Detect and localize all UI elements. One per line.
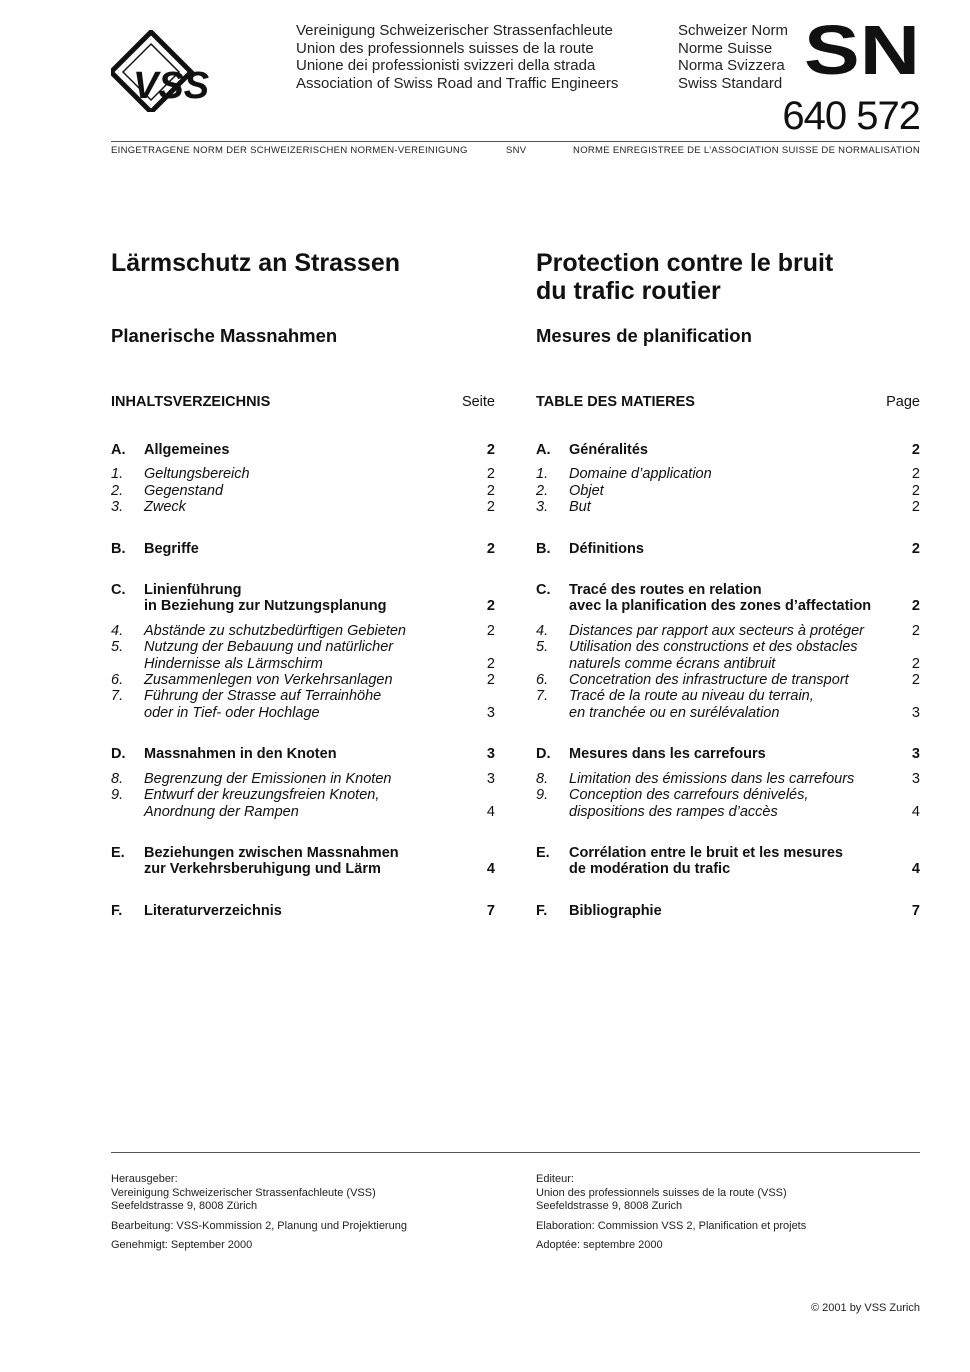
toc-number: B.	[111, 540, 126, 557]
toc-text-line: Führung der Strasse auf Terrainhöhe	[144, 688, 382, 705]
logo-text: VSS	[133, 65, 210, 107]
toc-section	[536, 845, 920, 878]
toc-text-line: Abstände zu schutzbedürftigen Gebieten	[144, 622, 406, 639]
toc-page: 2	[486, 672, 495, 689]
toc-text-line: Nutzung der Bebauung und natürlicher	[144, 639, 394, 656]
toc-item	[111, 466, 495, 482]
footer-publisher-label-fr: Editeur:	[536, 1173, 574, 1185]
toc-page: 2	[486, 598, 495, 615]
toc-text-line: But	[569, 499, 591, 516]
sn-mark	[804, 20, 922, 80]
footer-publisher-name-de: Vereinigung Schweizerischer Strassenfachleute (VSS)	[111, 1186, 376, 1199]
toc-section	[111, 442, 495, 458]
toc-text-line: Domaine d’application	[569, 466, 712, 483]
toc-item	[536, 688, 920, 721]
association-name-fr: Union des professionnels suisses de la route	[296, 39, 594, 57]
toc-page-label-fr: Page	[886, 394, 920, 410]
registration-fr: NORME ENREGISTREE DE L’ASSOCIATION SUISSE DE NORMALISATION	[573, 145, 920, 156]
footer-divider	[111, 1152, 920, 1153]
toc-section	[111, 845, 495, 878]
toc-page: 7	[486, 902, 495, 919]
title-de	[111, 249, 400, 277]
toc-text-line: naturels comme écrans antibruit	[569, 655, 776, 672]
toc-page: 4	[911, 803, 920, 820]
toc-item	[536, 672, 920, 688]
toc-text-line: Beziehungen zwischen Massnahmen	[144, 844, 399, 861]
norm-labels	[678, 22, 788, 92]
header-divider	[111, 141, 920, 142]
toc-text	[144, 623, 455, 639]
norm-label-de: Schweizer Norm	[678, 22, 789, 39]
norm-number: 640 572	[782, 94, 920, 138]
toc-page: 3	[911, 770, 920, 787]
toc-text	[569, 582, 880, 615]
toc-page: 2	[911, 466, 920, 483]
toc-item	[111, 787, 495, 820]
association-name-de: Vereinigung Schweizerischer Strassenfachleute	[296, 22, 613, 39]
toc-number: F.	[536, 902, 548, 919]
toc-text-line: Définitions	[569, 540, 644, 557]
toc-text-line: Mesures dans les carrefours	[569, 746, 766, 763]
footer-editing-fr: Elaboration: Commission VSS 2, Planification et projets	[536, 1219, 807, 1232]
title-fr	[536, 249, 833, 305]
toc-page: 2	[911, 499, 920, 516]
toc-text	[144, 845, 455, 878]
toc-page: 2	[911, 622, 920, 639]
toc-text-line: Tracé des routes en relation	[569, 582, 762, 599]
toc-title-fr: TABLE DES MATIERES	[536, 394, 695, 410]
toc-fr	[536, 394, 920, 919]
toc-number: 2.	[536, 482, 549, 499]
toc-item	[536, 499, 920, 515]
toc-text	[144, 639, 455, 672]
toc-text	[144, 466, 455, 482]
toc-de	[111, 394, 495, 919]
toc-section	[111, 582, 495, 615]
association-names	[296, 22, 618, 92]
toc-text	[569, 845, 880, 878]
toc-text-line: Distances par rapport aux secteurs à protéger	[569, 622, 864, 639]
toc-number: 5.	[111, 639, 124, 656]
toc-text-line: Geltungsbereich	[144, 466, 250, 483]
toc-page: 3	[486, 746, 495, 763]
vss-logo	[111, 30, 289, 112]
toc-text-line: Bibliographie	[569, 902, 662, 919]
toc-number: 9.	[111, 787, 124, 804]
toc-number: 8.	[536, 770, 549, 787]
toc-page: 4	[486, 803, 495, 820]
vss-logo-icon	[111, 30, 289, 112]
toc-text-line: Anordnung der Rampen	[144, 803, 299, 820]
toc-number: 7.	[536, 688, 549, 705]
toc-header-de	[111, 394, 495, 410]
toc-number: A.	[536, 442, 551, 458]
toc-item	[111, 672, 495, 688]
toc-text	[569, 639, 880, 672]
toc-number: 6.	[111, 672, 124, 689]
toc-text-line: avec la planification des zones d’affectation	[569, 598, 872, 615]
toc-text	[144, 672, 455, 688]
toc-text	[569, 442, 880, 458]
toc-text-line: Entwurf der kreuzungsfreien Knoten,	[144, 787, 380, 804]
norm-label-fr: Norme Suisse	[678, 39, 773, 57]
toc-text-line: in Beziehung zur Nutzungsplanung	[144, 598, 387, 615]
toc-text-line: oder in Tief- oder Hochlage	[144, 704, 320, 721]
page-title-fr-line2: du trafic routier	[536, 277, 721, 305]
toc-text-line: Concetration des infrastructure de transport	[569, 672, 849, 689]
toc-page: 3	[911, 746, 920, 763]
toc-text	[569, 688, 880, 721]
toc-item	[536, 787, 920, 820]
toc-text-line: de modération du trafic	[569, 861, 731, 878]
toc-text-line: Begrenzung der Emissionen in Knoten	[144, 770, 392, 787]
toc-number: 5.	[536, 639, 549, 656]
toc-text	[144, 903, 455, 919]
toc-page: 2	[486, 499, 495, 516]
toc-section	[111, 903, 495, 919]
toc-number: 6.	[536, 672, 549, 689]
toc-section	[111, 746, 495, 762]
toc-page: 2	[486, 466, 495, 483]
toc-page-label-de: Seite	[461, 394, 495, 410]
association-name-it: Unione dei professionisti svizzeri della strada	[296, 57, 596, 74]
footer-publisher-address-fr: Seefeldstrasse 9, 8008 Zurich	[536, 1200, 683, 1212]
toc-page: 4	[911, 861, 920, 878]
toc-page: 3	[486, 770, 495, 787]
toc-text-line: Begriffe	[144, 540, 199, 557]
toc-number: 3.	[536, 499, 549, 516]
footer-de	[111, 1173, 511, 1259]
toc-item	[536, 639, 920, 672]
toc-text	[569, 787, 880, 820]
toc-item	[111, 771, 495, 787]
toc-text	[144, 746, 455, 762]
footer-approved-fr: Adoptée: septembre 2000	[536, 1239, 663, 1251]
toc-page: 2	[911, 598, 920, 615]
toc-page: 2	[911, 655, 920, 672]
toc-text	[144, 499, 455, 515]
toc-section	[536, 746, 920, 762]
toc-item	[111, 483, 495, 499]
toc-number: 2.	[111, 482, 124, 499]
toc-item	[111, 639, 495, 672]
toc-text-line: Gegenstand	[144, 482, 224, 499]
toc-text-line: Corrélation entre le bruit et les mesures	[569, 844, 843, 861]
toc-page: 2	[486, 622, 495, 639]
toc-item	[111, 623, 495, 639]
toc-number: D.	[536, 746, 551, 763]
toc-number: 1.	[536, 466, 549, 483]
copyright: © 2001 by VSS Zurich	[811, 1302, 920, 1314]
page-title-de: Lärmschutz an Strassen	[111, 249, 400, 277]
toc-text	[569, 466, 880, 482]
toc-page: 2	[911, 442, 920, 458]
norm-label-en: Swiss Standard	[678, 74, 783, 92]
toc-text-line: Zweck	[144, 499, 186, 516]
toc-number: E.	[536, 844, 550, 861]
sn-mark-text: SN	[804, 20, 920, 80]
toc-section	[536, 442, 920, 458]
toc-page: 2	[486, 482, 495, 499]
toc-item	[536, 466, 920, 482]
toc-page: 3	[486, 704, 495, 721]
toc-item	[536, 771, 920, 787]
toc-number: 4.	[111, 622, 124, 639]
toc-text-line: Utilisation des constructions et des obstacles	[569, 639, 858, 656]
toc-text-line: Objet	[569, 482, 604, 499]
toc-item	[536, 623, 920, 639]
toc-text-line: Hindernisse als Lärmschirm	[144, 655, 323, 672]
footer-publisher-label-de: Herausgeber:	[111, 1173, 178, 1185]
norm-label-it: Norma Svizzera	[678, 57, 785, 74]
toc-text	[144, 541, 455, 557]
toc-text	[144, 787, 455, 820]
toc-number: 1.	[111, 466, 124, 483]
toc-text-line: Massnahmen in den Knoten	[144, 746, 337, 763]
toc-number: F.	[111, 902, 123, 919]
association-name-en: Association of Swiss Road and Traffic Engineers	[296, 74, 619, 92]
toc-text	[569, 771, 880, 787]
footer-editing-de: Bearbeitung: VSS-Kommission 2, Planung und Projektierung	[111, 1219, 407, 1232]
toc-text	[144, 582, 455, 615]
toc-page: 2	[486, 655, 495, 672]
toc-page: 2	[911, 540, 920, 557]
toc-text-line: Tracé de la route au niveau du terrain,	[569, 688, 814, 705]
toc-header-fr	[536, 394, 920, 410]
toc-text-line: Conception des carrefours dénivelés,	[569, 787, 809, 804]
page-title-fr-line1: Protection contre le bruit	[536, 249, 834, 277]
toc-number: 9.	[536, 787, 549, 804]
toc-title-de: INHALTSVERZEICHNIS	[111, 394, 271, 410]
registration-snv: SNV	[506, 145, 527, 156]
toc-section	[536, 903, 920, 919]
toc-page: 2	[911, 482, 920, 499]
toc-item	[111, 499, 495, 515]
subtitle-de: Planerische Massnahmen	[111, 325, 338, 346]
toc-text	[569, 746, 880, 762]
subtitle-fr: Mesures de planification	[536, 325, 752, 346]
toc-text	[569, 483, 880, 499]
toc-item	[111, 688, 495, 721]
toc-text	[144, 688, 455, 721]
toc-text	[569, 903, 880, 919]
toc-number: 7.	[111, 688, 124, 705]
toc-text-line: Allgemeines	[144, 442, 230, 458]
footer-publisher-address-de: Seefeldstrasse 9, 8008 Zürich	[111, 1200, 258, 1212]
toc-page: 2	[911, 672, 920, 689]
toc-section	[111, 541, 495, 557]
toc-text-line: Literaturverzeichnis	[144, 902, 282, 919]
toc-page: 7	[911, 902, 920, 919]
toc-item	[536, 483, 920, 499]
toc-text	[569, 672, 880, 688]
toc-text	[144, 771, 455, 787]
toc-text	[569, 541, 880, 557]
toc-number: 4.	[536, 622, 549, 639]
footer-approved-de: Genehmigt: September 2000	[111, 1239, 253, 1251]
toc-text-line: zur Verkehrsberuhigung und Lärm	[144, 861, 381, 878]
footer-fr	[536, 1173, 920, 1259]
toc-text	[569, 623, 880, 639]
toc-number: A.	[111, 442, 126, 458]
toc-section	[536, 582, 920, 615]
toc-text-line: en tranchée ou en surélévalation	[569, 704, 780, 721]
footer-publisher-name-fr: Union des professionnels suisses de la route (VSS)	[536, 1186, 787, 1199]
toc-text-line: dispositions des rampes d’accès	[569, 803, 778, 820]
toc-number: B.	[536, 540, 551, 557]
toc-page: 4	[486, 861, 495, 878]
toc-text	[144, 483, 455, 499]
toc-number: C.	[111, 582, 126, 599]
toc-number: D.	[111, 746, 126, 763]
toc-number: 3.	[111, 499, 124, 516]
toc-text	[144, 442, 455, 458]
toc-section	[536, 541, 920, 557]
toc-page: 2	[486, 442, 495, 458]
toc-page: 2	[486, 540, 495, 557]
toc-text-line: Limitation des émissions dans les carrefours	[569, 770, 855, 787]
registration-de: EINGETRAGENE NORM DER SCHWEIZERISCHEN NORMEN-VEREINIGUNG	[111, 145, 468, 156]
toc-text	[569, 499, 880, 515]
toc-number: 8.	[111, 770, 124, 787]
toc-text-line: Généralités	[569, 442, 648, 458]
toc-text-line: Zusammenlegen von Verkehrsanlagen	[144, 672, 393, 689]
toc-page: 3	[911, 704, 920, 721]
toc-number: E.	[111, 844, 125, 861]
toc-text-line: Linienführung	[144, 582, 242, 599]
toc-number: C.	[536, 582, 551, 599]
